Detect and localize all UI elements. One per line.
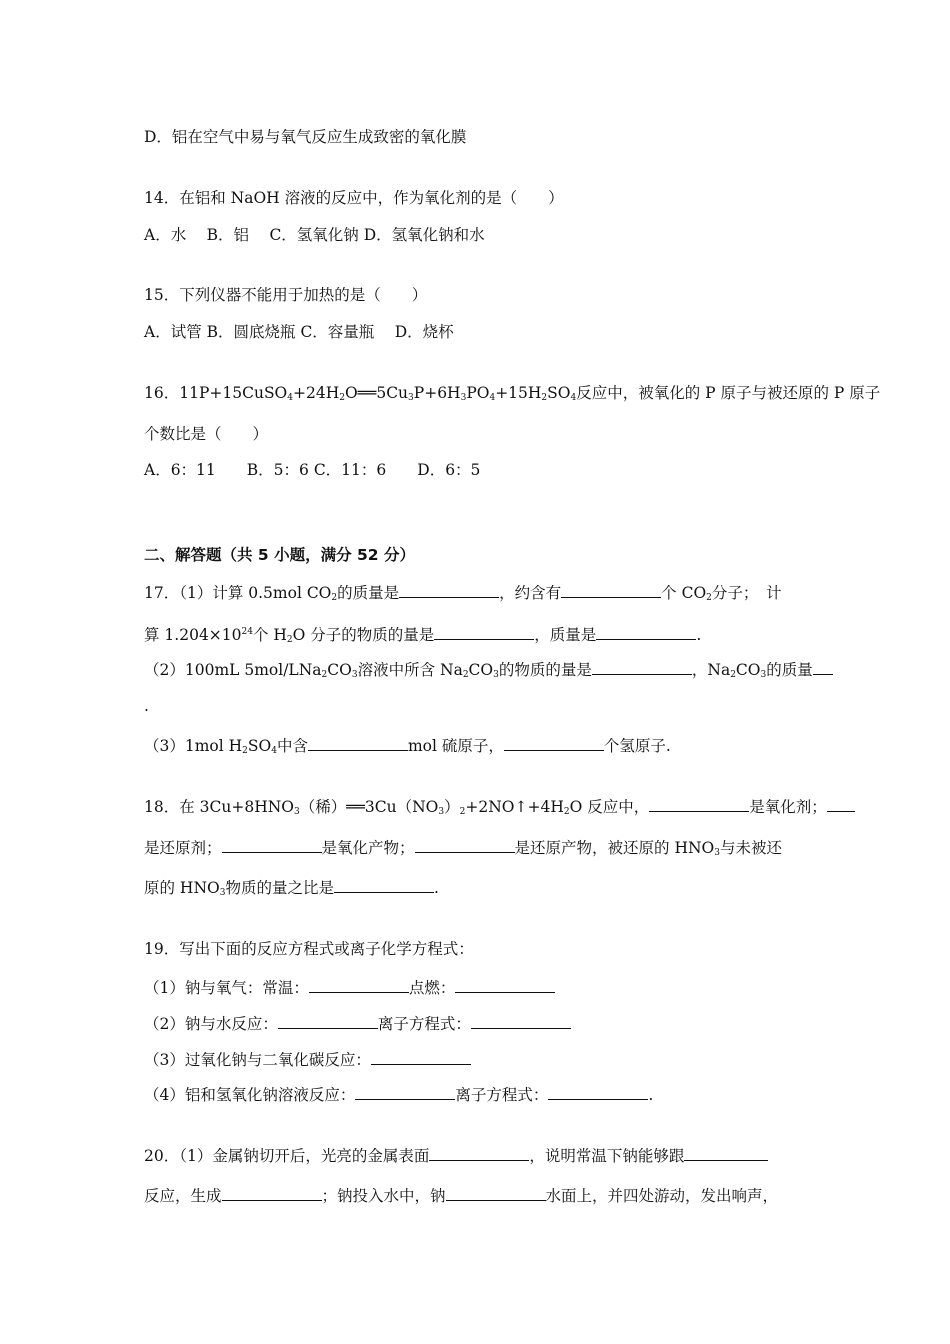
answer-blank[interactable]	[446, 1185, 546, 1201]
answer-blank[interactable]	[355, 1084, 455, 1100]
q16-stem-line2: 个数比是（ ）	[144, 425, 269, 443]
answer-blank[interactable]	[371, 1049, 471, 1065]
q19-part3: （3）过氧化钠与二氧化碳反应：	[144, 1049, 471, 1070]
q14-stem: 14．在铝和 NaOH 溶液的反应中，作为氧化剂的是（ ）	[144, 189, 564, 207]
q16-stem-line1: 16．$11P+15CuSO_4+24H_2O══5Cu_3P+6H_3PO_4+15H_2SO_4$反应中，被氧化的 P 原子与被还原的 P 原子	[144, 384, 881, 403]
q16-options: A．6：11 B．5：6 C．11：6 D．6：5	[144, 461, 481, 479]
section2-title: 二、解答题（共 5 小题，满分 52 分）	[144, 546, 415, 564]
q20-line2: 反应，生成 ；钠投入水中，钠 水面上，并四处游动，发出响声，	[144, 1187, 779, 1205]
answer-blank[interactable]	[471, 1013, 571, 1029]
answer-blank[interactable]	[684, 1145, 768, 1161]
answer-blank[interactable]	[415, 837, 515, 853]
answer-blank[interactable]	[592, 659, 692, 675]
q14-options: A．水 B．铝 C．氢氧化钠 D．氢氧化钠和水	[144, 226, 485, 244]
answer-blank[interactable]	[455, 977, 555, 993]
answer-blank[interactable]	[504, 735, 604, 751]
answer-blank[interactable]	[813, 659, 833, 675]
answer-blank[interactable]	[308, 735, 408, 751]
q17-line4: （3）1mol $H_2SO_4$中含 mol 硫原子， 个氢原子.	[144, 737, 671, 756]
q19-part1: （1）钠与氧气：常温： 点燃：	[144, 977, 555, 998]
answer-blank[interactable]	[399, 582, 499, 598]
answer-blank[interactable]	[548, 1084, 648, 1100]
answer-blank[interactable]	[649, 796, 749, 812]
q17-line2: 算 $1.204\times 10^{24}$个 $H_2O$ 分子的物质的量是 ，质量是 .	[144, 626, 702, 645]
q19-part4: （4）铝和氢氧化钠溶液反应： 离子方程式： .	[144, 1086, 654, 1104]
q15-options: A．试管 B．圆底烧瓶 C．容量瓶 D．烧杯	[144, 323, 454, 341]
answer-blank[interactable]	[222, 837, 322, 853]
q18-line2: 是还原剂； 是氧化产物； 是还原产物，被还原的 $HNO_3$与未被还	[144, 839, 782, 858]
answer-blank[interactable]	[596, 624, 696, 640]
q19-part2: （2）钠与水反应： 离子方程式：	[144, 1013, 571, 1034]
answer-blank[interactable]	[278, 1013, 378, 1029]
q18-line1: 18．在 $3Cu+8HNO_3$（稀）$══3Cu(NO_3)_2+2NO↑+4H_2O$ 反应中， 是氧化剂；	[144, 796, 855, 822]
answer-blank[interactable]	[334, 877, 434, 893]
q13-option-d: D．铝在空气中易与氧气反应生成致密的氧化膜	[144, 128, 467, 146]
answer-blank[interactable]	[222, 1185, 322, 1201]
q20-line1: 20．（1）金属钠切开后，光亮的金属表面 ，说明常温下钠能够跟	[144, 1145, 768, 1166]
answer-blank[interactable]	[434, 624, 534, 640]
q18-line3: 原的 $HNO_3$物质的量之比是 .	[144, 879, 439, 898]
answer-blank[interactable]	[309, 977, 409, 993]
answer-blank[interactable]	[429, 1145, 529, 1161]
q17-line1: 17．（1）计算 0.5mol $CO_2$的质量是 ，约含有 个 $CO_2$分子； 计	[144, 584, 782, 603]
q15-stem: 15．下列仪器不能用于加热的是（ ）	[144, 286, 428, 304]
q17-dot: .	[144, 697, 149, 715]
answer-blank[interactable]	[827, 796, 855, 812]
q19-stem: 19．写出下面的反应方程式或离子化学方程式：	[144, 940, 474, 958]
answer-blank[interactable]	[561, 582, 661, 598]
q17-line3: （2）100mL $5mol/LNa_2CO_3$溶液中所含 $Na_2CO_3$的物质的量是 ，$Na_2CO_3$的质量	[144, 659, 833, 685]
